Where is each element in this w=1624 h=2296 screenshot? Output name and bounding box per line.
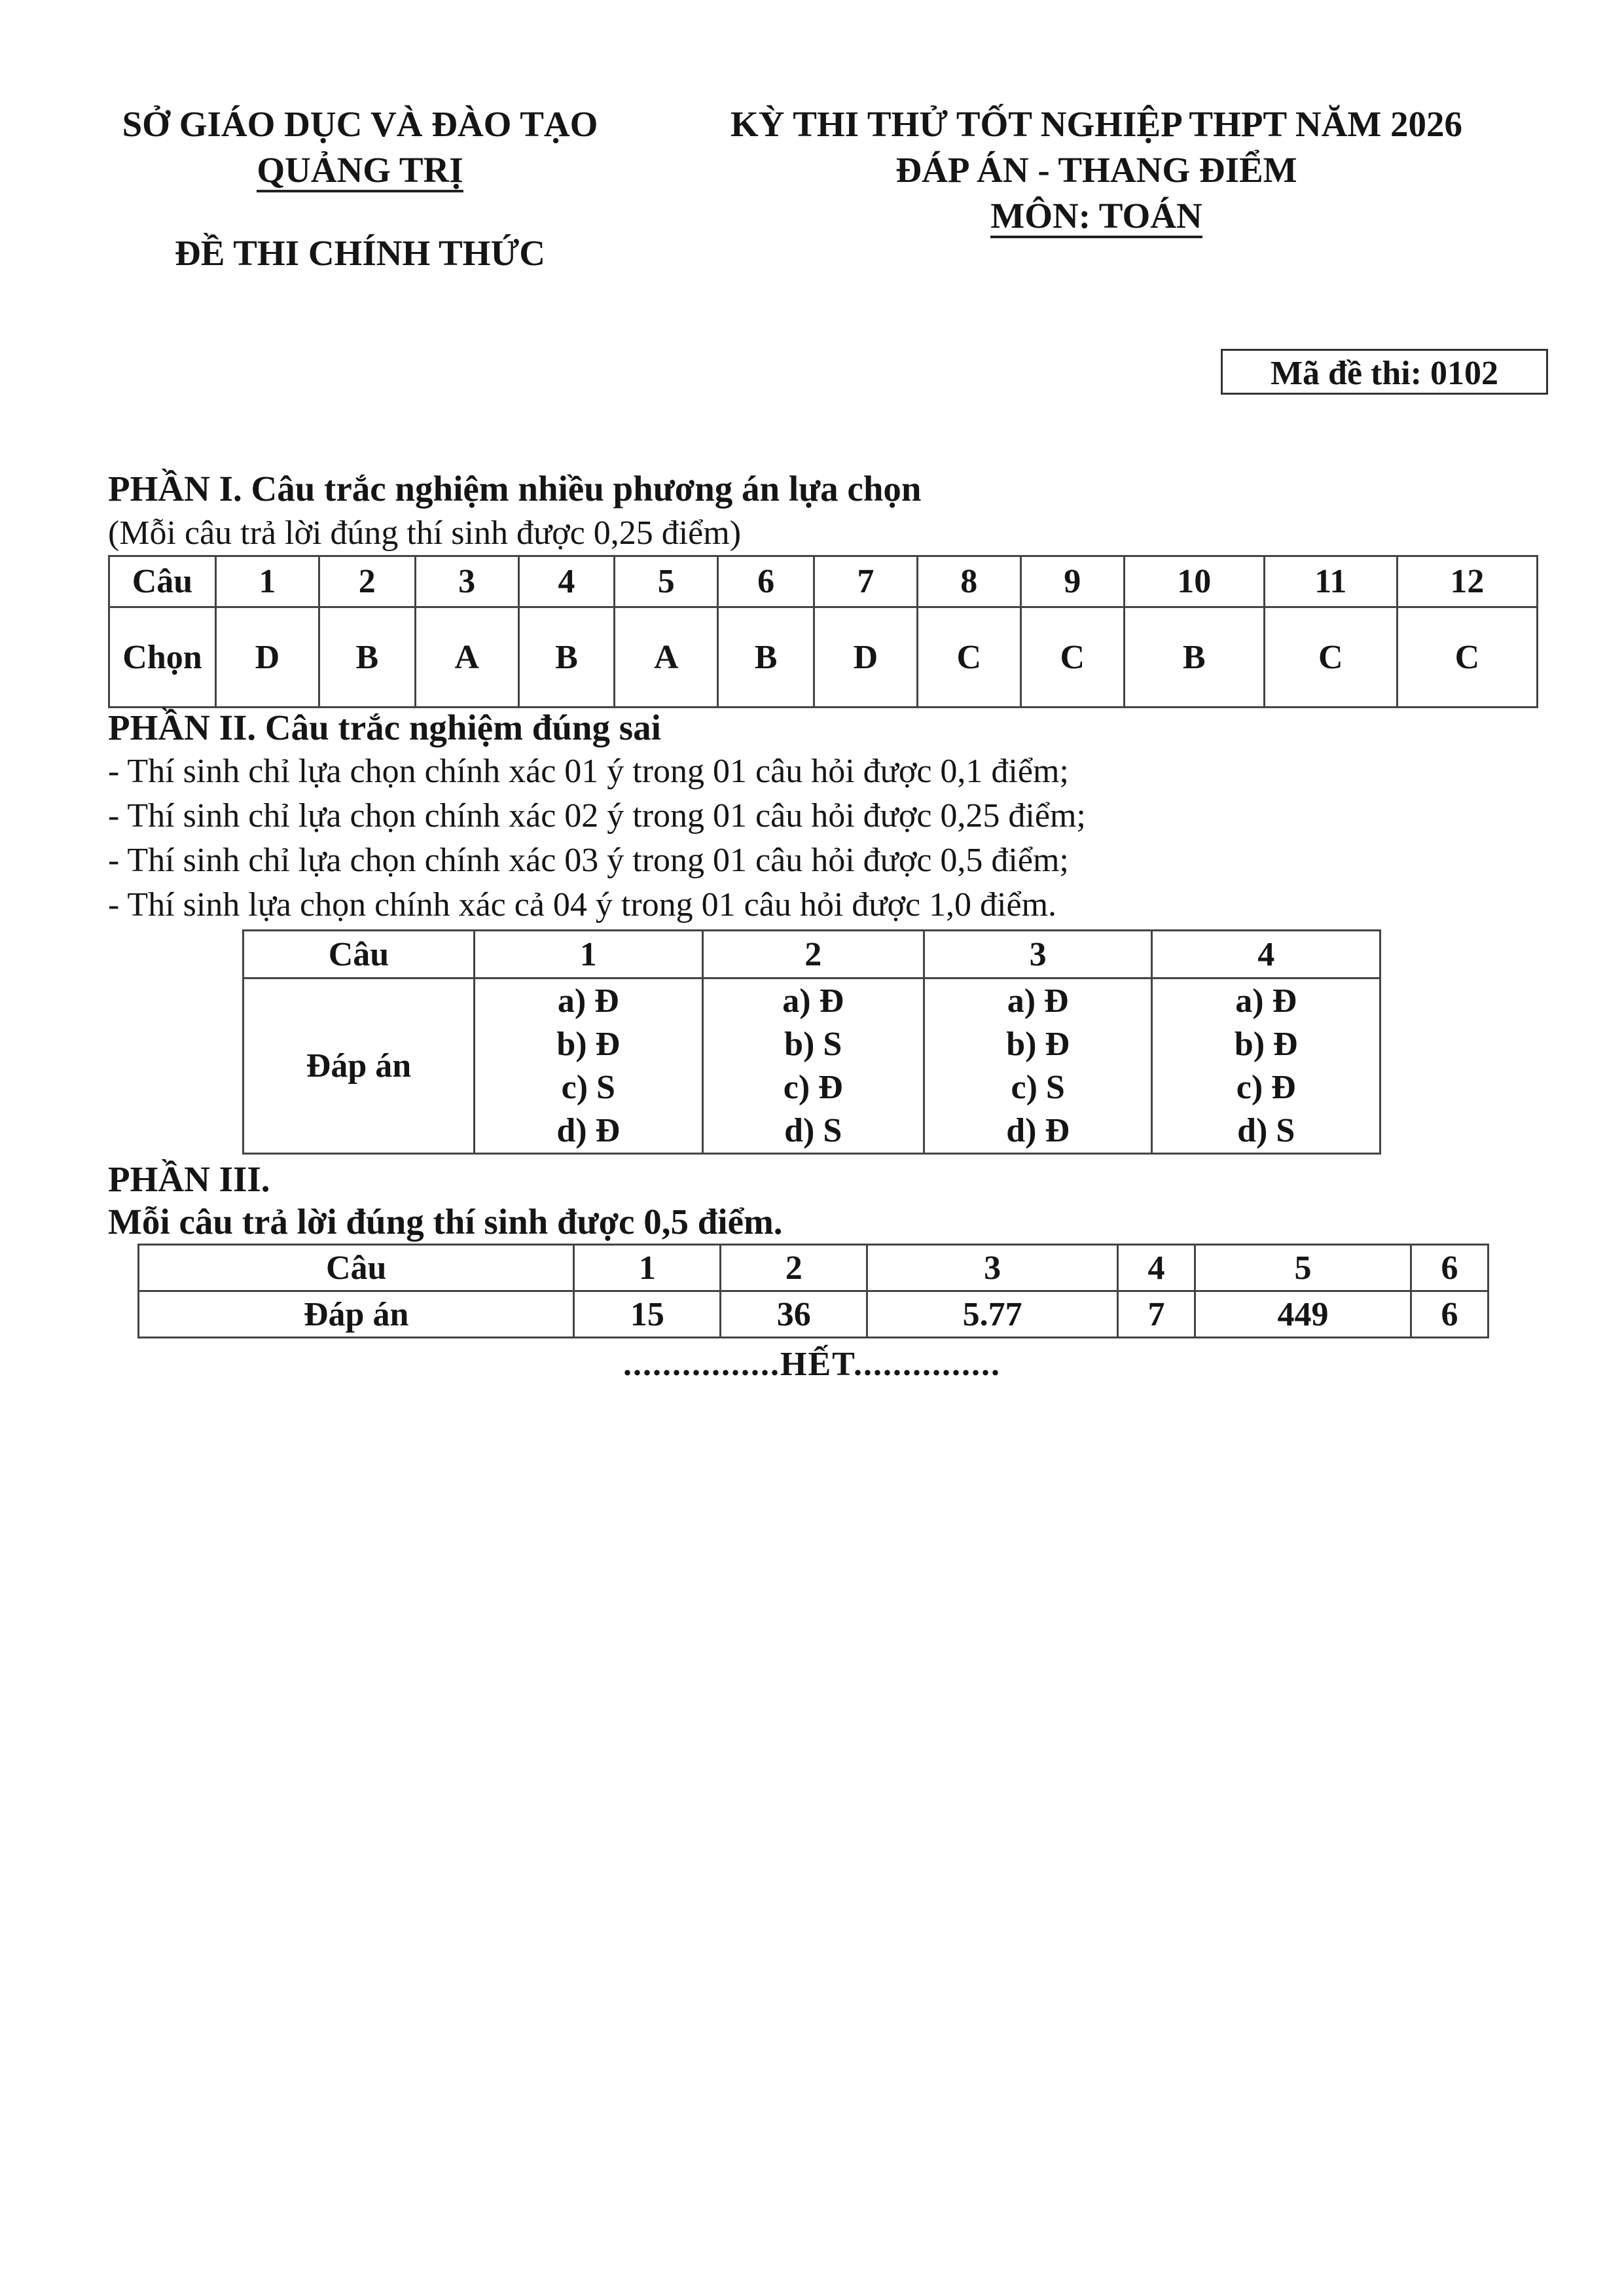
part1-q-cell: 9: [1020, 556, 1124, 607]
part2-a-item: c) S: [561, 1068, 615, 1106]
part2-a-item: d) Đ: [1006, 1111, 1070, 1149]
part3-q-cell: 5: [1195, 1245, 1411, 1291]
part1-a-cell: B: [319, 607, 415, 708]
part2-a-item: a) Đ: [1235, 982, 1297, 1020]
part2-a-cell: [1152, 978, 1380, 1154]
part3-question-row: [139, 1245, 1489, 1291]
part2-q-cell: 3: [924, 931, 1152, 978]
part1-q-label: Câu: [109, 556, 216, 607]
part2-a-item: b) Đ: [1006, 1025, 1070, 1063]
part2-a-item: a) Đ: [557, 982, 619, 1020]
part2-a-item: c) S: [1011, 1068, 1065, 1106]
part3-q-cell: 1: [574, 1245, 721, 1291]
part2-rules: [108, 749, 1086, 927]
part1-table: [108, 555, 1538, 708]
department-name: SỞ GIÁO DỤC VÀ ĐÀO TẠO: [122, 104, 598, 144]
part2-a-item: b) Đ: [1234, 1025, 1298, 1063]
part1-q-cell: 8: [917, 556, 1020, 607]
end-marker: ................HẾT...............: [623, 1346, 1001, 1383]
part3-title: PHẦN III.: [108, 1159, 270, 1199]
part3-a-cell: 7: [1117, 1291, 1195, 1338]
part2-answer-row: [244, 978, 1380, 1154]
part1-answer-row: [109, 607, 1538, 708]
part2-rule: - Thí sinh chỉ lựa chọn chính xác 03 ý trong 01 câu hỏi được 0,5 điểm;: [108, 842, 1069, 879]
part3-note: Mỗi câu trả lời đúng thí sinh được 0,5 điểm.: [108, 1202, 783, 1242]
part2-a-item: a) Đ: [1007, 982, 1069, 1020]
part2-rule: - Thí sinh chỉ lựa chọn chính xác 02 ý trong 01 câu hỏi được 0,25 điểm;: [108, 797, 1086, 834]
part2-q-cell: 4: [1152, 931, 1380, 978]
part1-title: PHẦN I. Câu trắc nghiệm nhiều phương án lựa chọn: [108, 469, 922, 509]
part2-question-row: [244, 931, 1380, 978]
part2-a-item: a) Đ: [782, 982, 844, 1020]
part3-q-cell: 4: [1117, 1245, 1195, 1291]
part1-q-cell: 10: [1124, 556, 1264, 607]
part1-q-cell: 5: [615, 556, 718, 607]
part3-a-cell: 449: [1195, 1291, 1411, 1338]
part1-q-cell: 1: [216, 556, 319, 607]
part3-a-cell: 15: [574, 1291, 721, 1338]
part3-a-cell: 6: [1411, 1291, 1488, 1338]
part1-a-label: Chọn: [109, 607, 216, 708]
subject-label: MÔN: TOÁN: [990, 196, 1202, 238]
part3-q-cell: 6: [1411, 1245, 1488, 1291]
part1-q-cell: 3: [415, 556, 518, 607]
part3-a-label: Đáp án: [139, 1291, 574, 1338]
part3-a-cell: 36: [721, 1291, 867, 1338]
part1-question-row: [109, 556, 1538, 607]
part1-q-cell: 6: [718, 556, 814, 607]
part3-q-cell: 3: [867, 1245, 1118, 1291]
part2-a-item: c) Đ: [1236, 1068, 1296, 1106]
part1-q-cell: 4: [518, 556, 615, 607]
answer-key-title: ĐÁP ÁN - THANG ĐIỂM: [895, 150, 1297, 190]
part1-a-cell: B: [518, 607, 615, 708]
part3-a-cell: 5.77: [867, 1291, 1118, 1338]
part1-q-cell: 2: [319, 556, 415, 607]
part3-answer-row: [139, 1291, 1489, 1338]
part2-q-cell: 2: [702, 931, 924, 978]
part1-a-cell: B: [1124, 607, 1264, 708]
part3-q-cell: 2: [721, 1245, 867, 1291]
part3-q-label: Câu: [139, 1245, 574, 1291]
part1-a-cell: D: [216, 607, 319, 708]
part1-q-cell: 12: [1397, 556, 1537, 607]
part2-a-item: c) Đ: [783, 1068, 843, 1106]
part2-a-cell: [702, 978, 924, 1154]
part1-a-cell: B: [718, 607, 814, 708]
part2-rule: - Thí sinh lựa chọn chính xác cả 04 ý trong 01 câu hỏi được 1,0 điểm.: [108, 886, 1057, 924]
part2-a-item: d) Đ: [556, 1111, 621, 1149]
part1-a-cell: C: [917, 607, 1020, 708]
part1-a-cell: A: [615, 607, 718, 708]
part2-a-cell: [475, 978, 703, 1154]
issuer-block: [98, 101, 622, 193]
part1-a-cell: D: [814, 607, 917, 708]
part3-table: [137, 1244, 1489, 1338]
part2-table: [242, 929, 1381, 1155]
province-name: QUẢNG TRỊ: [257, 151, 463, 192]
exam-title: KỲ THI THỬ TỐT NGHIỆP THPT NĂM 2026: [730, 104, 1463, 144]
part2-title: PHẦN II. Câu trắc nghiệm đúng sai: [108, 708, 661, 747]
part2-a-item: b) S: [784, 1025, 842, 1063]
part2-a-item: d) S: [784, 1111, 842, 1149]
part2-a-item: d) S: [1237, 1111, 1295, 1149]
part2-a-label: Đáp án: [244, 978, 475, 1154]
part2-q-label: Câu: [244, 931, 475, 978]
part1-a-cell: C: [1264, 607, 1397, 708]
part1-note: (Mỗi câu trả lời đúng thí sinh được 0,25 điểm): [108, 514, 742, 552]
exam-title-block: [674, 101, 1519, 239]
part2-a-cell: [924, 978, 1152, 1154]
part1-a-cell: C: [1397, 607, 1537, 708]
official-exam-label: ĐỀ THI CHÍNH THỨC: [175, 233, 545, 273]
part2-q-cell: 1: [475, 931, 703, 978]
part1-q-cell: 11: [1264, 556, 1397, 607]
part1-a-cell: C: [1020, 607, 1124, 708]
exam-code-box: Mã đề thi: 0102: [1221, 349, 1548, 395]
part1-a-cell: A: [415, 607, 518, 708]
part2-rule: - Thí sinh chỉ lựa chọn chính xác 01 ý trong 01 câu hỏi được 0,1 điểm;: [108, 753, 1069, 790]
part1-q-cell: 7: [814, 556, 917, 607]
part2-a-item: b) Đ: [556, 1025, 621, 1063]
